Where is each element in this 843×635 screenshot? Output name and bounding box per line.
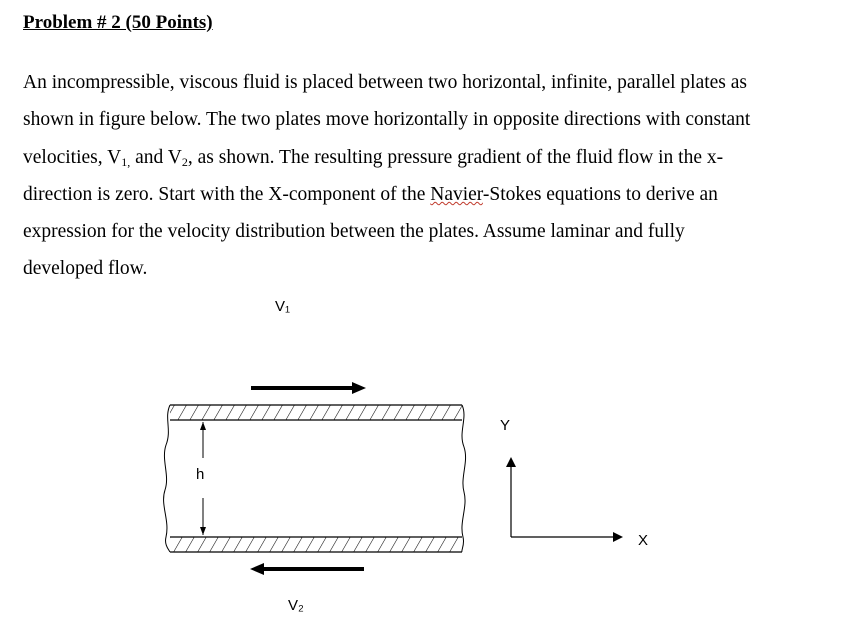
bottom-plate bbox=[170, 537, 462, 552]
left-break-line bbox=[164, 405, 170, 552]
arrow-right-v1 bbox=[251, 382, 366, 394]
subscript-2: 2 bbox=[181, 154, 188, 169]
statement-text: direction is zero. Start with the X-component of the bbox=[23, 183, 431, 205]
x-axis-label: X bbox=[638, 532, 649, 549]
statement-text: velocities, V bbox=[23, 146, 122, 168]
statement-line-2: shown in figure below. The two plates move horizontally in opposite directions with constant bbox=[23, 109, 751, 131]
v1-label: V₁ bbox=[275, 298, 291, 315]
h-label: h bbox=[196, 466, 205, 483]
statement-text: , as shown. The resulting pressure gradient of the fluid flow in the x- bbox=[187, 146, 724, 168]
statement-line-1: An incompressible, viscous fluid is placed between two horizontal, infinite, parallel plates as bbox=[23, 72, 748, 93]
spellcheck-word: Navier bbox=[430, 183, 483, 205]
statement-line-6: developed flow. bbox=[23, 258, 148, 280]
statement-line-5: expression for the velocity distribution between the plates. Assume laminar and fully bbox=[23, 221, 685, 243]
right-break-line bbox=[462, 405, 466, 552]
y-axis-label: Y bbox=[500, 417, 511, 434]
arrow-left-v2 bbox=[250, 563, 364, 575]
subscript-1: 1, bbox=[121, 154, 131, 169]
statement-text: -Stokes equations to derive an bbox=[482, 183, 718, 205]
statement-text: and V bbox=[130, 146, 182, 168]
v2-label: V₂ bbox=[288, 597, 304, 614]
problem-title: Problem # 2 (50 Points) bbox=[23, 12, 213, 33]
coordinate-axes bbox=[506, 457, 623, 542]
top-plate bbox=[170, 405, 462, 420]
